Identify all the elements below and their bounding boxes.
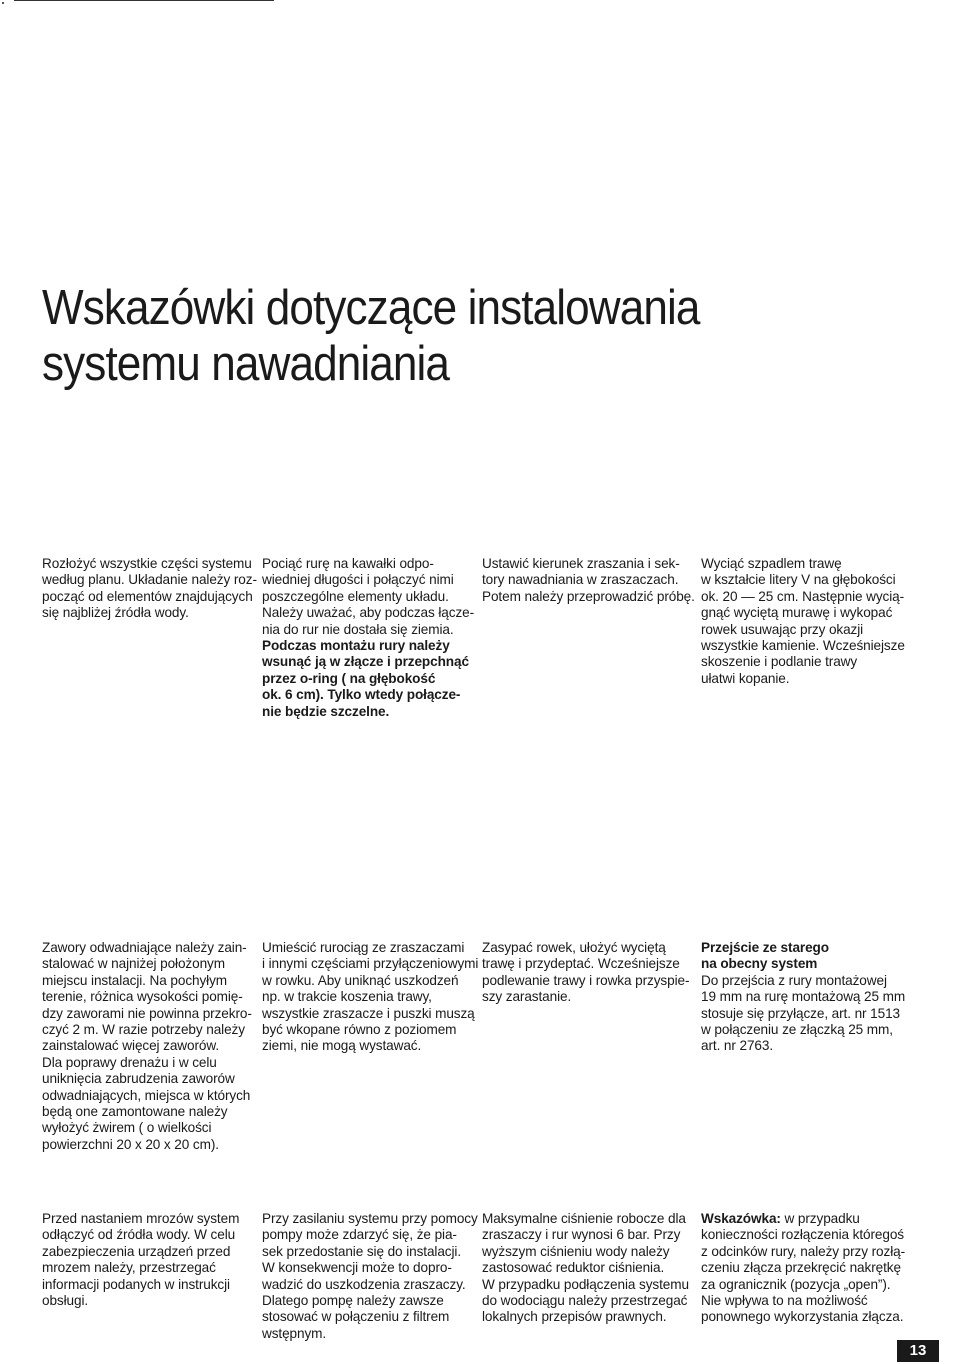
text-line: wiedniej długości i połączyć nimi (262, 572, 454, 588)
corner-mark (2, 2, 4, 4)
text-line: ok. 20 — 25 cm. Następnie wycią- (701, 588, 905, 604)
text-line: informacji podanych w instrukcji (42, 1276, 230, 1292)
hint-label: Wskazówka: (701, 1211, 781, 1226)
text-line: podlewanie trawy i rowka przyspie- (482, 972, 690, 988)
text-line (701, 1211, 901, 1227)
text-line: art. nr 2763. (701, 1038, 773, 1054)
text-line: sek przedostanie się do instalacji. (262, 1243, 462, 1259)
text-line: pompy może zdarzyć się, że pia- (262, 1227, 457, 1243)
text-line: wyższym ciśnieniu wody należy (482, 1243, 670, 1259)
paragraph (262, 556, 475, 720)
text-line: np. w trakcie koszenia trawy, (262, 989, 432, 1005)
bold-text-line: na obecny system (701, 956, 818, 972)
text-line: z odcinków rury, należy przy rozłą- (701, 1243, 905, 1259)
note-hint-disconnect (701, 1211, 905, 1326)
step-drain-valves (42, 940, 252, 1153)
bold-text-line: przez o-ring ( na głębokość (262, 670, 436, 686)
text-line: gnąć wyciętą murawę i wykopać (701, 605, 893, 621)
text-line: wadzić do uszkodzenia zraszaczy. (262, 1276, 466, 1292)
text-line: Przed nastaniem mrozów system (42, 1211, 240, 1226)
step-place-pipeline (262, 940, 479, 1055)
text-line: do wodociągu należy przestrzegać (482, 1293, 688, 1309)
paragraph (701, 1211, 905, 1326)
text-line: stosować w połączeniu z filtrem (262, 1309, 450, 1325)
text-line: Dlatego pompę należy zawsze (262, 1293, 444, 1309)
step-cut-pipe (262, 556, 475, 720)
text-line: stalować w najniżej położonym (42, 956, 225, 972)
text-line: Należy uważać, aby podczas łącze- (262, 605, 475, 621)
text-line: ziemi, nie mogą wystawać. (262, 1038, 422, 1054)
text-line: Rozłożyć wszystkie części systemu (42, 556, 252, 571)
text-line: ułatwi kopanie. (701, 670, 790, 686)
text-line: mrozem należy, przestrzegać (42, 1260, 216, 1276)
text-line: czyć 2 m. W razie potrzeby należy (42, 1022, 245, 1038)
page-title-line-1: Wskazówki dotyczące instalowania (42, 281, 700, 335)
note-max-pressure (482, 1211, 689, 1326)
text-line: wszystkie kamienie. Wcześniejsze (701, 638, 905, 654)
text-line: będą one zamontowane należy (42, 1104, 228, 1120)
text-line: 19 mm na rurę montażową 25 mm (701, 989, 906, 1005)
note-frost (42, 1211, 242, 1309)
text-line: Przy zasilaniu systemu przy pomocy (262, 1211, 478, 1226)
text-line: Zasypać rowek, ułożyć wyciętą (482, 940, 666, 955)
text-line: zainstalować więcej zaworów. (42, 1038, 220, 1054)
text-line: uniknięcia zabrudzenia zaworów (42, 1071, 235, 1087)
text-line: odwadniających, miejsca w których (42, 1087, 251, 1103)
paragraph (42, 556, 257, 622)
text-line: skoszenie i podlanie trawy (701, 654, 858, 670)
note-pump-filter (262, 1211, 478, 1342)
text-line: W konsekwencji może to dopro- (262, 1260, 452, 1276)
text-line: według planu. Układanie należy roz- (42, 572, 257, 588)
text-line: dzy zaworami nie powinna przekro- (42, 1005, 252, 1021)
page-number: 13 (897, 1340, 939, 1362)
text-line: czeniu złącza przekręcić nakrętkę (701, 1260, 901, 1276)
text-line: począć od elementów znajdujących (42, 588, 253, 604)
step-set-direction (482, 556, 695, 605)
note-system-transition (701, 940, 906, 1055)
bold-text-line: ok. 6 cm). Tylko wtedy połącze- (262, 687, 461, 703)
text-line: miejscu instalacji. Na pochyłym (42, 972, 228, 988)
text-line: Maksymalne ciśnienie robocze dla (482, 1211, 686, 1226)
text-line: nia do rur nie dostała się ziemia. (262, 621, 454, 637)
text-line: Wyciąć szpadlem trawę (701, 556, 842, 571)
text-line: tory nawadniania w zraszaczach. (482, 572, 679, 588)
text-line: Do przejścia z rury montażowej (701, 972, 887, 988)
paragraph (482, 556, 695, 605)
text-line: być wkopane równo z poziomem (262, 1022, 457, 1038)
bold-text-line: Przejście ze starego (701, 940, 829, 955)
bold-text-line: wsunąć ją w złącze i przepchnąć (262, 654, 469, 670)
text-line: lokalnych przepisów prawnych. (482, 1309, 667, 1325)
paragraph (262, 940, 479, 1055)
text-line: terenie, różnica wysokości pomię- (42, 989, 243, 1005)
text-line: wstępnym. (262, 1325, 327, 1341)
text-line: zabezpieczenia urządzeń przed (42, 1243, 231, 1259)
text-line: konieczności rozłączenia któregoś (701, 1227, 904, 1243)
text-line: szy zarastanie. (482, 989, 572, 1005)
text-line: w kształcie litery V na głębokości (701, 572, 896, 588)
text-line: Ustawić kierunek zraszania i sek- (482, 556, 680, 571)
text-line: W przypadku podłączenia systemu (482, 1276, 689, 1292)
paragraph (42, 940, 252, 1153)
bold-text-line: Podczas montażu rury należy (262, 638, 450, 654)
text-line: obsługi. (42, 1293, 89, 1309)
text-line: w rowku. Aby uniknąć uszkodzeń (262, 972, 459, 988)
step-backfill (482, 940, 690, 1006)
text-line: Potem należy przeprowadzić próbę. (482, 588, 695, 604)
paragraph (482, 940, 690, 1006)
text-line: i innymi częściami przyłączeniowymi (262, 956, 479, 972)
text-line: rowek usuwając przy okazji (701, 621, 864, 637)
step-layout-plan (42, 556, 257, 622)
paragraph (701, 556, 905, 687)
paragraph (482, 1211, 689, 1326)
bold-text-line: nie będzie szczelne. (262, 703, 390, 719)
text-line: trawę i przydeptać. Wcześniejsze (482, 956, 680, 972)
text-line: stosuje się przyłącze, art. nr 1513 (701, 1005, 900, 1021)
text-line: zastosować reduktor ciśnienia. (482, 1260, 665, 1276)
hint-first-line-rest: w przypadku (780, 1211, 860, 1226)
text-line: powierzchni 20 x 20 x 20 cm). (42, 1136, 219, 1152)
text-line: w połączeniu ze złączką 25 mm, (701, 1022, 893, 1038)
paragraph (701, 940, 906, 1055)
text-line: Umieścić rurociąg ze zraszaczami (262, 940, 465, 955)
text-line: ponownego wykorzystania złącza. (701, 1309, 904, 1325)
text-line: odłączyć od źródła wody. W celu (42, 1227, 236, 1243)
text-line: poszczególne elementy układu. (262, 588, 449, 604)
step-dig-trench (701, 556, 905, 687)
paragraph (262, 1211, 478, 1342)
paragraph (42, 1211, 242, 1309)
text-line: wyłożyć żwirem ( o wielkości (42, 1120, 212, 1136)
page-title (42, 280, 834, 392)
text-line: się najbliżej źródła wody. (42, 605, 189, 621)
text-line: wszystkie zraszacze i puszki muszą (262, 1005, 475, 1021)
top-rule (14, 0, 274, 1)
text-line: zraszaczy i rur wynosi 6 bar. Przy (482, 1227, 681, 1243)
page-title-line-2: systemu nawadniania (42, 337, 449, 391)
text-line: Nie wpływa to na możliwość (701, 1293, 868, 1309)
text-line: za ogranicznik (pozycja „open”). (701, 1276, 891, 1292)
text-line: Zawory odwadniające należy zain- (42, 940, 247, 955)
text-line: Pociąć rurę na kawałki odpo- (262, 556, 434, 571)
text-line: Dla poprawy drenażu i w celu (42, 1054, 217, 1070)
